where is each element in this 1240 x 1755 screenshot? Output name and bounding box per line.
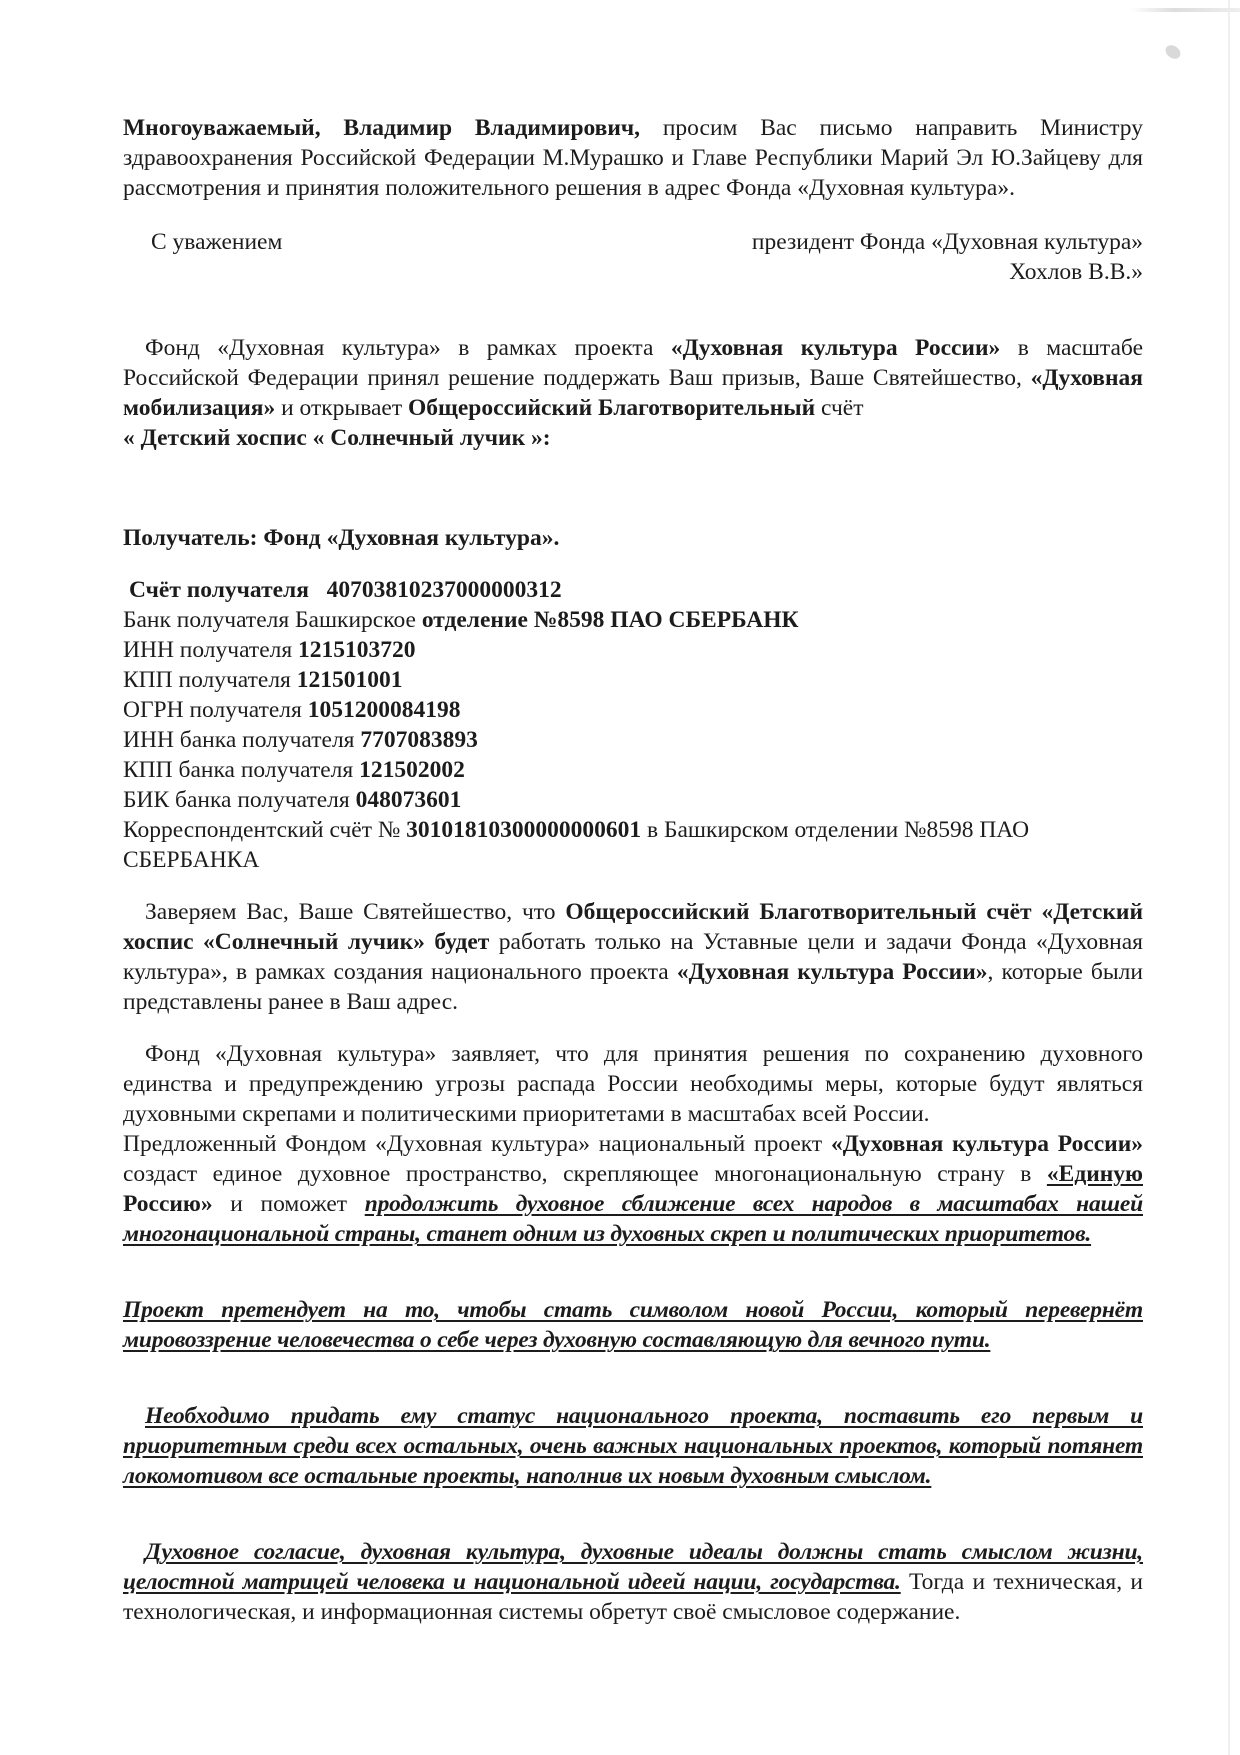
signatory-title: президент Фонда «Духовная культура» bbox=[751, 229, 1143, 255]
field-row bbox=[123, 755, 1143, 785]
statement-paragraph-1: Фонд «Духовная культура» заявляет, что для принятия решения по сохранению духовного единства и предупреждению угрозы распада России необходимы меры, которые будут являться духовными скрепами и политическими приоритетами в масштабах всей России. bbox=[123, 1041, 1143, 1127]
project-name: «Духовная культура России» bbox=[830, 1131, 1144, 1157]
opening-paragraph bbox=[123, 113, 1143, 203]
statement-paragraph-2 bbox=[123, 1129, 1143, 1249]
field-row bbox=[123, 695, 1143, 725]
announcement-paragraph bbox=[123, 333, 1143, 453]
field-label: ИНН получателя bbox=[123, 637, 299, 663]
signatory bbox=[752, 227, 1143, 287]
field-label: ОГРН получателя bbox=[123, 697, 308, 723]
united-underlined: «Единую bbox=[1046, 1161, 1143, 1187]
field-label: КПП банка получателя bbox=[123, 757, 360, 783]
field-value: 7707083893 bbox=[360, 727, 478, 753]
text: Фонд «Духовная культура» в рамках проекта bbox=[145, 335, 671, 361]
account-name: Общероссийский Благотворительный bbox=[408, 395, 816, 421]
scan-page-edge bbox=[1228, 0, 1230, 1755]
corr-account-row bbox=[123, 815, 1083, 875]
corr-suffix: в Башкирском отделении №8598 ПАО СБЕРБАНКА bbox=[123, 817, 1030, 873]
field-row bbox=[123, 665, 1143, 695]
russia-bold: Россию» bbox=[123, 1191, 213, 1217]
emphasized-text: Необходимо придать ему статус национального проекта, поставить его первым и приоритетным среди всех остальных, очень важных национальных проектов, который потянет локомотивом все остальные проекты, наполнив их новым духовным смыслом. bbox=[123, 1403, 1143, 1489]
emphasized-text: продолжить духовное сближение всех народов в масштабах нашей многонациональной страны, станет одним из духовных скреп и политических приоритетов. bbox=[123, 1191, 1143, 1247]
text: в масштабе Российской Федерации принял решение поддержать Ваш призыв, Ваше Святейшество, bbox=[123, 335, 1143, 391]
field-row bbox=[123, 725, 1143, 755]
symbol-paragraph: Проект претендует на то, чтобы стать символом новой России, который перевернёт мировоззрение человечества о себе через духовную составляющую для вечного пути. bbox=[123, 1297, 1143, 1353]
conclusion-paragraph bbox=[123, 1537, 1143, 1627]
opening-text: просим Вас письмо направить Министру здравоохранения Российской Федерации М.Мурашко и Главе Республики Марий Эл Ю.Зайцеву для рассмотрения и принятия положительного решения в адрес Фонда «Духовная культура». bbox=[123, 115, 1143, 201]
field-label: ИНН банка получателя bbox=[123, 727, 361, 753]
project-name: «Духовная культура России» bbox=[676, 959, 988, 985]
text: создаст единое духовное пространство, скрепляющее многонациональную страну в bbox=[123, 1161, 1047, 1187]
text: Тогда и техническая, и технологическая, и информационная системы обретут своё смысловое содержание. bbox=[123, 1569, 1143, 1625]
field-value: 121502002 bbox=[359, 757, 465, 783]
text: и открывает bbox=[275, 395, 408, 421]
closing: С уважением bbox=[151, 229, 283, 255]
scan-smudge bbox=[1163, 42, 1183, 61]
corr-label: Корреспондентский счёт № bbox=[123, 817, 407, 843]
letter-body bbox=[123, 113, 1143, 1627]
field-label: БИК банка получателя bbox=[123, 787, 356, 813]
project-name: «Духовная культура России» bbox=[670, 335, 1001, 361]
text: Заверяем Вас, Ваше Святейшество, что bbox=[145, 899, 566, 925]
account-title: Общероссийский Благотворительный счёт «Детский хоспис «Солнечный лучик» будет bbox=[123, 899, 1143, 955]
text: и поможет bbox=[212, 1191, 365, 1217]
signature-block bbox=[123, 227, 1143, 287]
account-row bbox=[123, 575, 1143, 605]
scan-shadow bbox=[1130, 8, 1240, 12]
mobilization-name: «Духовная мобилизация» bbox=[123, 365, 1143, 421]
field-row bbox=[123, 635, 1143, 665]
recipient-heading: Получатель: Фонд «Духовная культура». bbox=[123, 525, 560, 551]
field-row bbox=[123, 785, 1143, 815]
account-label: Счёт получателя bbox=[129, 577, 309, 603]
text: работать только на Уставные цели и задачи Фонда «Духовная культура», в рамках создания национального проекта bbox=[123, 929, 1143, 985]
account-value: 40703810237000000312 bbox=[326, 577, 562, 603]
field-value: 048073601 bbox=[355, 787, 462, 813]
corr-value: 30101810300000000601 bbox=[406, 817, 642, 843]
emphasized-text: Духовное согласие, духовная культура, духовные идеалы должны стать смыслом жизни, целостной матрицей человека и национальной идеей нации, государства. bbox=[123, 1539, 1143, 1595]
text: счёт bbox=[815, 395, 864, 421]
assurance-paragraph bbox=[123, 897, 1143, 1017]
bank-value: отделение №8598 ПАО СБЕРБАНК bbox=[421, 607, 799, 633]
hospice-name: « Детский хоспис « Солнечный лучик »: bbox=[123, 425, 551, 451]
bank-row bbox=[123, 605, 1143, 635]
field-value: 1215103720 bbox=[298, 637, 416, 663]
text: Предложенный Фондом «Духовная культура» национальный проект bbox=[123, 1131, 831, 1157]
field-value: 121501001 bbox=[296, 667, 403, 693]
text: , которые были представлены ранее в Ваш адрес. bbox=[123, 959, 1143, 1015]
signatory-name: Хохлов В.В.» bbox=[1009, 259, 1143, 285]
salutation: Многоуважаемый, Владимир Владимирович, bbox=[123, 115, 641, 141]
field-label: КПП получателя bbox=[123, 667, 297, 693]
national-status-paragraph bbox=[123, 1401, 1143, 1491]
bank-requisites bbox=[123, 523, 1143, 875]
bank-label: Банк получателя Башкирское bbox=[123, 607, 422, 633]
field-value: 1051200084198 bbox=[307, 697, 461, 723]
